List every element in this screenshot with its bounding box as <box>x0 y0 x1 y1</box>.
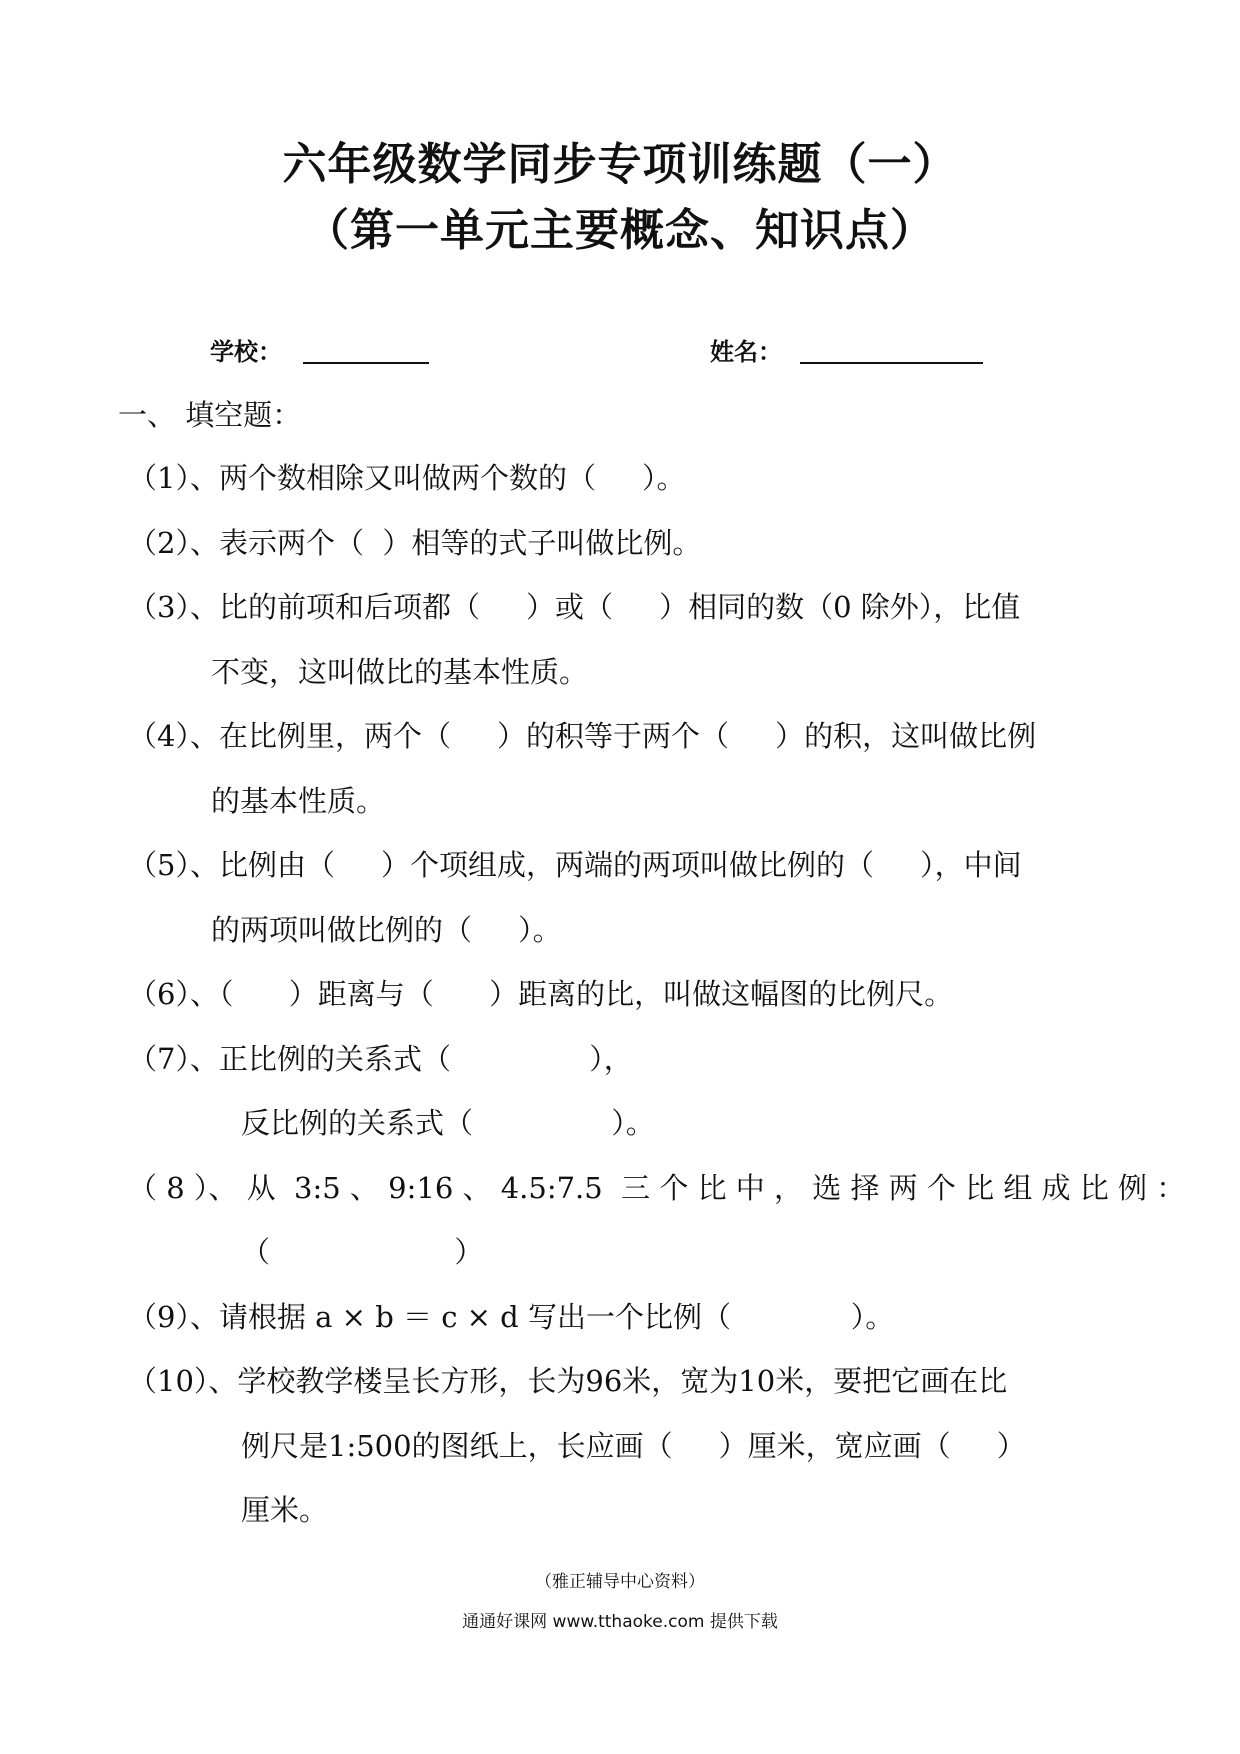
question-8-answer: （ ） <box>241 1235 484 1269</box>
document-subtitle: （第一单元主要概念、知识点） <box>305 205 935 256</box>
question-7: （7）、正比例的关系式（ ）， <box>128 1042 633 1076</box>
question-4: （4）、在比例里，两个（ ）的积等于两个（ ）的积，这叫做比例 <box>128 719 1037 753</box>
school-blank[interactable] <box>303 362 429 364</box>
section-heading: 一、 填空题： <box>118 398 302 432</box>
question-5: （5）、比例由（ ）个项组成，两端的两项叫做比例的（ ），中间 <box>128 848 1022 882</box>
name-blank[interactable] <box>800 362 983 364</box>
question-1: （1）、两个数相除又叫做两个数的（ ）。 <box>128 461 686 495</box>
question-7-cont: 反比例的关系式（ ）。 <box>241 1106 655 1140</box>
name-label: 姓名： <box>710 338 782 366</box>
school-label: 学校： <box>210 338 282 366</box>
question-10: （10）、学校教学楼呈长方形，长为96米，宽为10米，要把它画在比 <box>128 1364 1008 1398</box>
question-2: （2）、表示两个（ ）相等的式子叫做比例。 <box>128 526 702 560</box>
question-3: （3）、比的前项和后项都（ ）或（ ）相同的数（0 除外），比值 <box>128 590 1021 624</box>
footer-source: （雅正辅导中心资料） <box>535 1572 705 1592</box>
question-8: （ 8 ）、 从 3:5 、 9:16 、 4.5:7.5 三 个 比 中 ， 选 择 两 个 比 组 成 比 例 ： <box>128 1171 1186 1205</box>
question-10-cont-2: 厘米。 <box>241 1493 329 1527</box>
question-5-cont: 的两项叫做比例的（ ）。 <box>211 913 562 947</box>
footer-download: 通通好课网 www.tthaoke.com 提供下载 <box>462 1612 778 1632</box>
document-title: 六年级数学同步专项训练题（一） <box>282 139 958 190</box>
question-4-cont: 的基本性质。 <box>211 784 386 818</box>
question-6: （6）、（ ）距离与（ ）距离的比，叫做这幅图的比例尺。 <box>128 977 954 1011</box>
question-3-cont: 不变，这叫做比的基本性质。 <box>211 655 589 689</box>
question-9: （9）、请根据 a × b ＝ c × d 写出一个比例（ ）。 <box>128 1300 895 1334</box>
question-10-cont: 例尺是1:500的图纸上，长应画（ ）厘米，宽应画（ ） <box>241 1429 1026 1463</box>
